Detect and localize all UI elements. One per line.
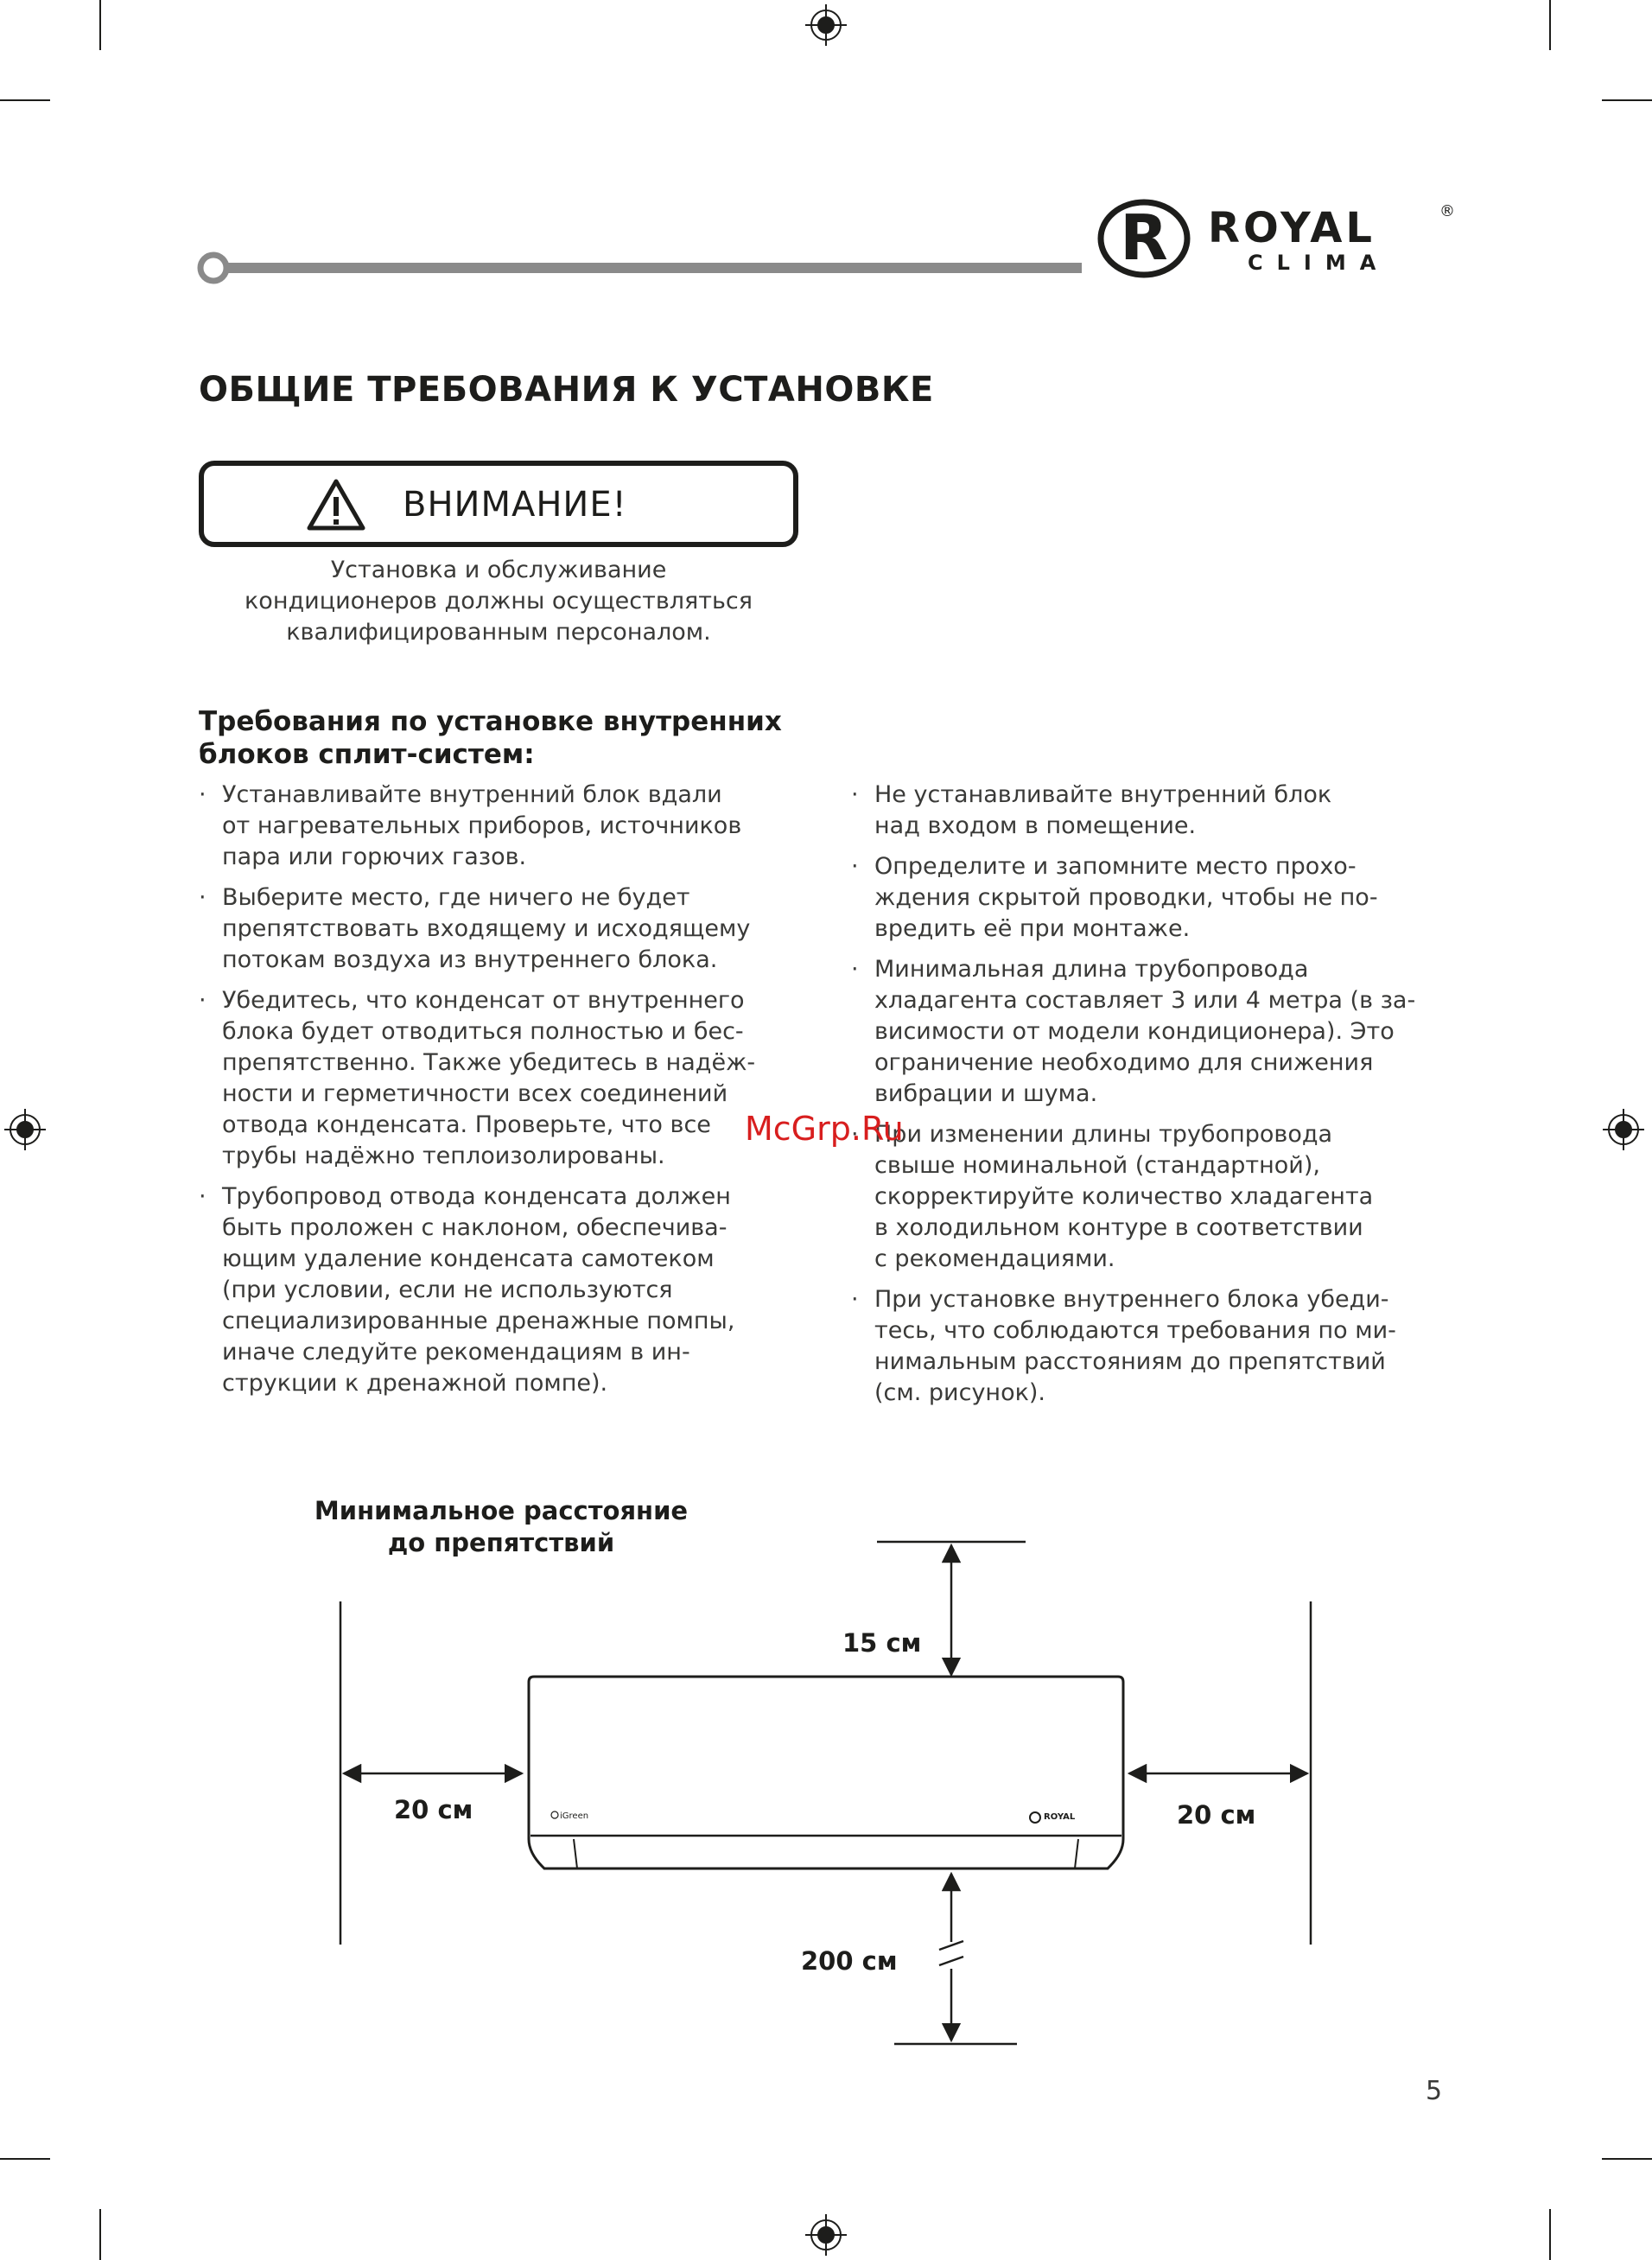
- brand-sub: CLIMA: [1248, 251, 1390, 275]
- list-item-line: · При изменении длины трубопровода: [874, 1121, 1333, 1148]
- list-item-line: трубы надёжно теплоизолированы.: [222, 1143, 665, 1169]
- subheading-line: Требования по установке внутренних: [199, 706, 782, 737]
- list-item-line: · Трубопровод отвода конденсата должен: [222, 1183, 731, 1210]
- list-item-line: вредить её при монтаже.: [874, 915, 1191, 942]
- list-item-line: препятственно. Также убедитесь в надёж-: [222, 1049, 756, 1076]
- break-mark: [939, 1941, 963, 1950]
- list-item-line: с рекомендациями.: [874, 1245, 1115, 1272]
- list-item-line: · Убедитесь, что конденсат от внутреннего: [222, 987, 745, 1014]
- list-item-line: (при условии, если не используются: [222, 1276, 673, 1303]
- list-item-line: струкции к дренажной помпе).: [222, 1370, 608, 1397]
- list-item-line: отвода конденсата. Проверьте, что все: [222, 1111, 711, 1138]
- warning-line: квалифицированным персоналом.: [286, 619, 711, 646]
- top-clearance-label: 15 см: [842, 1628, 922, 1658]
- list-item-line: ждения скрытой проводки, чтобы не по-: [874, 884, 1378, 911]
- left-clearance-label: 20 см: [394, 1795, 473, 1824]
- figure-title-line: до препятствий: [387, 1528, 615, 1557]
- list-item-line: вибрации и шума.: [874, 1080, 1098, 1107]
- page-title: ОБЩИЕ ТРЕБОВАНИЯ К УСТАНОВКЕ: [199, 370, 934, 410]
- list-item-line: блока будет отводиться полностью и бес-: [222, 1018, 744, 1045]
- unit-logos: [551, 1811, 1076, 1823]
- list-item-line: от нагревательных приборов, источников: [222, 812, 742, 839]
- page-number: 5: [1426, 2076, 1443, 2106]
- list-item-line: иначе следуйте рекомендациям в ин-: [222, 1339, 690, 1366]
- list-item-line: · Минимальная длина трубопровода: [874, 956, 1309, 983]
- indoor-unit: [529, 1677, 1123, 1868]
- list-item-line: ности и герметичности всех соединений: [222, 1080, 728, 1107]
- list-item-line: · Выберите место, где ничего не будет: [222, 884, 690, 911]
- watermark: McGrp.Ru: [745, 1110, 904, 1148]
- list-item-line: нимальным расстояниям до препятствий: [874, 1348, 1386, 1375]
- list-item-line: тесь, что соблюдаются требования по ми-: [874, 1317, 1396, 1344]
- unit-logo-right: ROYAL: [1044, 1812, 1076, 1822]
- figure-title-line: Минимальное расстояние: [314, 1496, 689, 1525]
- list-item-line: хладагента составляет 3 или 4 метра (в за-: [874, 987, 1416, 1014]
- list-item-line: свыше номинальной (стандартной),: [874, 1152, 1320, 1179]
- break-mark: [939, 1957, 963, 1965]
- list-item-line: ющим удаление конденсата самотеком: [222, 1245, 715, 1272]
- list-item-line: специализированные дренажные помпы,: [222, 1308, 735, 1334]
- brand-registered-mark: ®: [1439, 202, 1455, 220]
- warning-label: ВНИМАНИЕ!: [403, 485, 627, 525]
- list-item-line: · При установке внутреннего блока убеди-: [874, 1286, 1389, 1313]
- list-item-line: · Устанавливайте внутренний блок вдали: [222, 781, 722, 808]
- svg-text:R: R: [1120, 201, 1168, 274]
- list-item-line: препятствовать входящему и исходящему: [222, 915, 751, 942]
- list-item-line: · Определите и запомните место прохо-: [874, 853, 1357, 880]
- list-item-line: быть проложен с наклоном, обеспечива-: [222, 1214, 728, 1241]
- list-item-line: висимости от модели кондиционера). Это: [874, 1018, 1395, 1045]
- bottom-clearance-label: 200 см: [801, 1946, 898, 1976]
- list-item-line: (см. рисунок).: [874, 1379, 1046, 1406]
- unit-logo-left: iGreen: [560, 1811, 589, 1821]
- list-item-line: в холодильном контуре в соответствии: [874, 1214, 1363, 1241]
- right-clearance-label: 20 см: [1177, 1800, 1256, 1830]
- warning-line: Установка и обслуживание: [330, 557, 667, 583]
- list-item-line: над входом в помещение.: [874, 812, 1197, 839]
- subheading-line: блоков сплит-систем:: [199, 739, 535, 770]
- list-item-line: · Не устанавливайте внутренний блок: [874, 781, 1332, 808]
- warning-line: кондиционеров должны осуществляться: [245, 588, 753, 614]
- list-item-line: пара или горючих газов.: [222, 844, 527, 870]
- list-item-line: ограничение необходимо для снижения: [874, 1049, 1374, 1076]
- brand-name: ROYAL: [1208, 204, 1376, 252]
- list-item-line: потокам воздуха из внутреннего блока.: [222, 946, 718, 973]
- list-item-line: скорректируйте количество хладагента: [874, 1183, 1374, 1210]
